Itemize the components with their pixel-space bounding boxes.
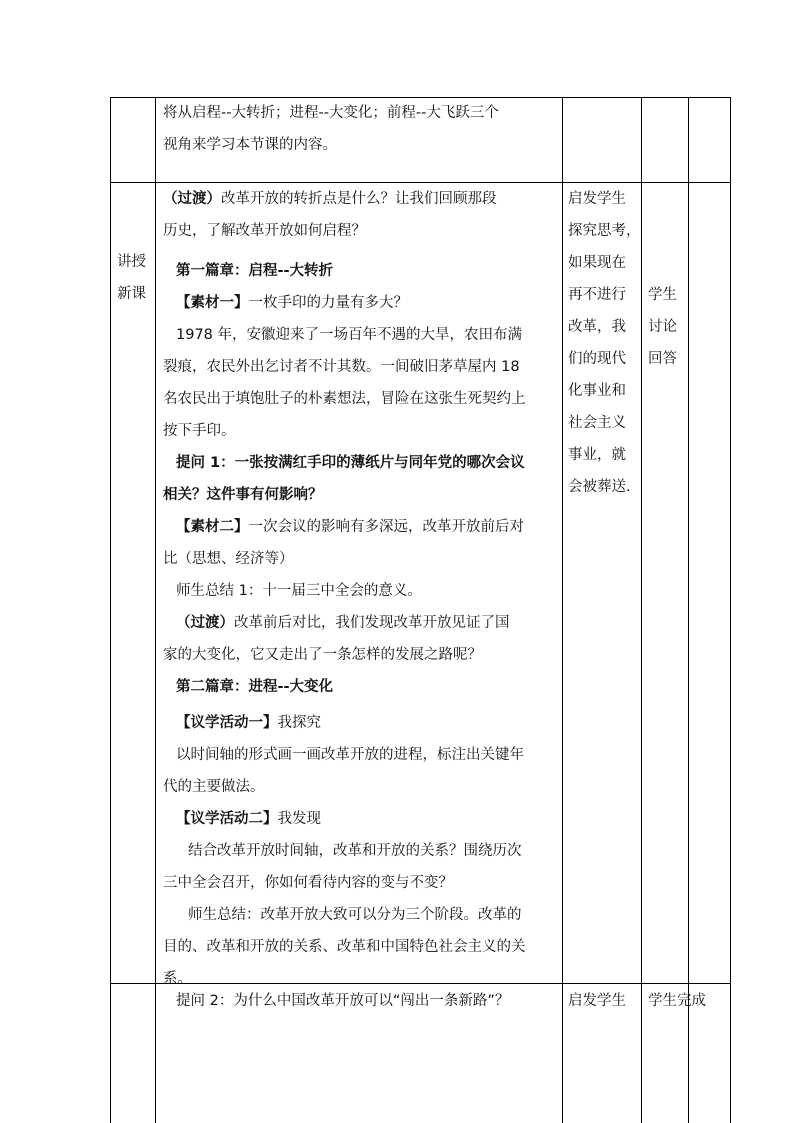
bottom-row-student-activity: 学生完成 [648,993,706,1009]
line-remainder: 改革前后对比，我们发现改革开放见证了国 [234,615,510,631]
teacher-activity-line-6: 们的现代 [568,351,626,367]
teacher-activity-line-10: 会被葬送. [568,479,631,495]
top-row-line-1: 将从启程--大转折；进程--大变化；前程--大飞跃三个 [163,105,499,121]
line-remainder: 我发现 [277,811,321,827]
main-content-line: 裂痕，农民外出乞讨者不计其数。一间破旧茅草屋内 18 [163,359,520,375]
main-content-line: 比（思想、经济等） [163,551,294,567]
bold-prefix: 【议学活动一】 [176,715,278,731]
main-content-line: 按下手印。 [163,423,236,439]
bold-prefix: 【素材二】 [176,519,249,535]
main-content-line: 第一篇章：启程--大转折 [176,263,334,279]
teacher-activity-line-2: 探究思考， [568,223,641,239]
table-top-border [110,97,731,98]
col-divider-4 [688,97,689,1123]
main-section-label-line-2: 新课 [117,286,146,302]
main-content-line [176,293,408,313]
main-content-line: 师生总结：改革开放大致可以分为三个阶段。改革的 [188,907,522,923]
student-activity-line-2: 讨论 [648,319,677,335]
main-content-line: 名农民出于填饱肚子的朴素想法，冒险在这张生死契约上 [163,391,526,407]
main-content-line: 目的、改革和开放的关系、改革和中国特色社会主义的关 [163,939,526,955]
student-activity-line-1: 学生 [648,287,677,303]
bottom-row-teacher-activity: 启发学生 [568,993,626,1009]
line-remainder: 一枚手印的力量有多大？ [248,295,408,311]
main-content-line: 1978 年，安徽迎来了一场百年不遇的大旱，农田布满 [176,327,523,343]
col-divider-1 [155,97,156,1123]
main-content-line [176,713,321,733]
main-content-line [163,189,497,209]
row-divider-1 [110,182,731,183]
main-content-line: 历史，了解改革开放如何启程？ [163,223,366,239]
teacher-activity-line-4: 再不进行 [568,287,626,303]
main-content-line: 代的主要做法。 [163,779,265,795]
main-content-line: 系。 [163,971,192,987]
col-divider-2 [562,97,563,1123]
bold-prefix: （过渡） [176,615,234,631]
bold-prefix: （过渡） [163,191,221,207]
main-section-label-line-1: 讲授 [117,254,146,270]
bold-prefix: 【议学活动二】 [176,811,278,827]
teacher-activity-line-8: 社会主义 [568,415,626,431]
col-divider-5 [730,97,731,1123]
main-content-line [176,809,321,829]
main-content-line: 以时间轴的形式画一画改革开放的进程，标注出关键年 [176,747,524,763]
row-divider-2 [110,983,731,984]
main-content-line: 第二篇章：进程--大变化 [176,679,334,695]
line-remainder: 一次会议的影响有多深远，改革开放前后对 [248,519,524,535]
teacher-activity-line-3: 如果现在 [568,255,626,271]
main-content-line: 师生总结 1：十一届三中全会的意义。 [176,583,422,599]
teacher-activity-line-1: 启发学生 [568,191,626,207]
teacher-activity-line-7: 化事业和 [568,383,626,399]
main-content-line [176,613,510,633]
main-content-line: 相关？这件事有何影响？ [163,487,323,503]
teacher-activity-line-5: 改革，我 [568,319,626,335]
col-divider-0 [110,97,111,1123]
line-remainder: 改革开放的转折点是什么？让我们回顾那段 [221,191,497,207]
bold-prefix: 【素材一】 [176,295,249,311]
main-content-line: 三中全会召开，你如何看待内容的变与不变？ [163,875,453,891]
main-content-line: 家的大变化，它又走出了一条怎样的发展之路呢？ [163,647,482,663]
teacher-activity-line-9: 事业，就 [568,447,626,463]
main-content-line: 提问 1：一张按满红手印的薄纸片与同年党的哪次会议 [176,455,525,471]
line-remainder: 我探究 [277,715,321,731]
main-content-line: 结合改革开放时间轴，改革和开放的关系？围绕历次 [188,843,522,859]
main-content-line [176,517,524,537]
bottom-row-question: 提问 2：为什么中国改革开放可以“闯出一条新路”？ [176,993,510,1009]
student-activity-line-3: 回答 [648,351,677,367]
col-divider-3 [641,97,642,1123]
top-row-line-2: 视角来学习本节课的内容。 [163,137,337,153]
